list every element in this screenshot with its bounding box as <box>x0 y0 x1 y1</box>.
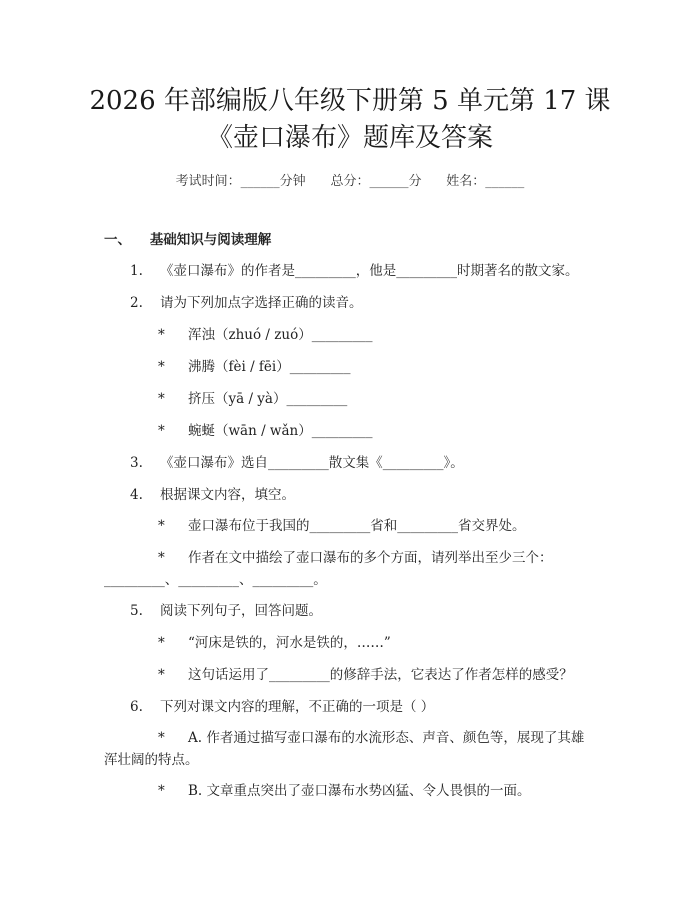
bullet: * <box>158 730 165 746</box>
question-number: 1. <box>130 263 143 279</box>
question-text: 《壶口瀑布》选自_________散文集《_________》。 <box>160 455 464 471</box>
list-item-continuation: _________、_________、_________。 <box>104 572 327 588</box>
total-score: 总分：______分 <box>330 174 422 189</box>
list-item: 壶口瀑布位于我国的_________省和_________省交界处。 <box>188 518 526 534</box>
question-number: 4. <box>130 487 143 503</box>
document-title-line-1: 2026 年部编版八年级下册第 5 单元第 17 课 <box>89 86 611 116</box>
student-name: 姓名：______ <box>446 174 525 189</box>
section-number: 一、 <box>104 232 131 248</box>
bullet: * <box>158 423 165 439</box>
question-number: 6. <box>130 699 143 715</box>
list-item: 沸腾（fèi / fēi）_________ <box>188 359 351 375</box>
bullet: * <box>158 667 165 683</box>
question-number: 3. <box>130 455 143 471</box>
bullet: * <box>158 391 165 407</box>
list-item: 这句话运用了_________的修辞手法，它表达了作者怎样的感受？ <box>188 667 573 683</box>
question-text: 下列对课文内容的理解，不正确的一项是（ ） <box>160 699 435 715</box>
bullet: * <box>158 359 165 375</box>
option-a-continuation: 浑壮阔的特点。 <box>104 752 199 768</box>
question-text: 根据课文内容，填空。 <box>160 487 295 503</box>
question-text: 阅读下列句子，回答问题。 <box>160 603 322 619</box>
section-heading <box>104 230 271 250</box>
section-title: 基础知识与阅读理解 <box>149 232 272 248</box>
question-text: 请为下列加点字选择正确的读音。 <box>160 295 363 311</box>
bullet: * <box>158 635 165 651</box>
option-a: A. 作者通过描写壶口瀑布的水流形态、声音、颜色等，展现了其雄 <box>188 730 585 746</box>
bullet: * <box>158 550 165 566</box>
exam-meta <box>0 170 700 189</box>
list-item: 浑浊（zhuó / zuó）_________ <box>188 327 373 343</box>
question-number: 2. <box>130 295 143 311</box>
list-item: 挤压（yā / yà）_________ <box>188 391 348 407</box>
bullet: * <box>158 518 165 534</box>
question-text: 《壶口瀑布》的作者是_________，他是_________时期著名的散文家。 <box>160 263 579 279</box>
option-b: B. 文章重点突出了壶口瀑布水势凶猛、令人畏惧的一面。 <box>188 783 531 799</box>
exam-time: 考试时间：______分钟 <box>175 174 306 189</box>
document-title-line-2: 《壶口瀑布》题库及答案 <box>206 123 493 153</box>
question-number: 5. <box>130 603 143 619</box>
bullet: * <box>158 783 165 799</box>
list-item: 蜿蜒（wān / wǎn）_________ <box>188 423 373 439</box>
list-item: 作者在文中描绘了壶口瀑布的多个方面，请列举出至少三个： <box>188 550 553 566</box>
bullet: * <box>158 327 165 343</box>
quoted-sentence: “河床是铁的，河水是铁的，……” <box>188 635 391 651</box>
